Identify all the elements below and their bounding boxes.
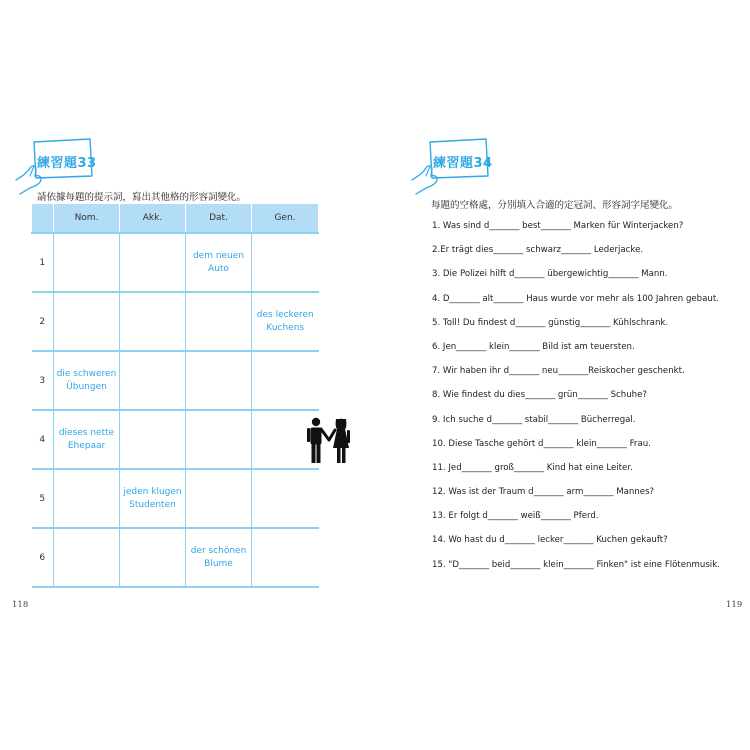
table-cell [186,292,252,351]
cell-text: der schönen Blume [190,545,247,569]
table-cell [54,292,120,351]
list-item: 9. Ich suche d_______ stabil_______ Bücherregal. [432,414,636,425]
list-item: 13. Er folgt d_______ weiß_______ Pferd. [432,511,599,522]
table-cell [252,292,319,351]
table-cell [120,528,186,587]
table-cell [186,469,252,528]
instruction-text: 請依據每題的提示詞，寫出其他格的形容詞變化。 [37,192,247,203]
table-cell [120,469,186,528]
table-cell [186,233,252,292]
table-cell [186,528,252,587]
table-header-row [32,204,319,233]
instruction-text: 每題的空格處，分別填入合適的定冠詞、形容詞字尾變化。 [431,200,679,211]
list-item: 12. Was ist der Traum d_______ arm_______ Mannes? [432,487,655,498]
header-gen: Gen. [252,204,319,233]
table-cell [120,351,186,410]
list-item: 2.Er trägt dies_______ schwarz_______ Lederjacke. [432,245,644,256]
list-item: 4. D_______ alt_______ Haus wurde vor mehr als 100 Jahren gebaut. [432,293,719,304]
list-item: 10. Diese Tasche gehört d_______ klein_______ Frau. [432,438,651,449]
table-cell [54,469,120,528]
adjective-table [31,204,319,588]
row-number: 3 [32,351,54,410]
cell-text: jeden klugen Studenten [123,486,182,510]
table-row [32,233,319,292]
header-dat: Dat. [186,204,252,233]
table-cell [252,351,319,410]
header-akk: Akk. [120,204,186,233]
list-item: 7. Wir haben ihr d_______ neu_______Reiskocher geschenkt. [432,366,685,377]
table-cell [120,233,186,292]
table-row [32,351,319,410]
list-item: 3. Die Polizei hilft d_______ übergewichtig_______ Mann. [432,269,668,280]
exercise-badge-34 [410,136,493,198]
table-cell [252,528,319,587]
table-cell [252,233,319,292]
exercise-list [432,218,720,581]
table-cell [54,351,120,410]
cell-text: des leckeren Kuchens [256,309,314,333]
table-cell [120,410,186,469]
table-row [32,292,319,351]
row-number: 6 [32,528,54,587]
table-cell [252,469,319,528]
header-nom: Nom. [54,204,120,233]
cell-text: dieses nette Ehepaar [58,427,115,451]
list-item: 8. Wie findest du dies_______ grün_______ Schuhe? [432,390,647,401]
list-item: 1. Was sind d_______ best_______ Marken für Winterjacken? [432,221,684,231]
row-number: 5 [32,469,54,528]
badge-title: 練習題33 [37,156,97,171]
list-item: 5. Toll! Du findest d_______ günstig_______ Kühlschrank. [432,317,669,328]
table-cell [54,528,120,587]
header-blank [32,204,54,233]
table-row [32,528,319,587]
badge-title: 練習題34 [433,156,493,171]
table-cell [120,292,186,351]
cell-text: die schweren Übungen [56,368,117,392]
table-cell [54,410,120,469]
page-number: 119 [726,600,743,610]
row-number: 4 [32,410,54,469]
row-number: 1 [32,233,54,292]
table-row [32,469,319,528]
list-item: 14. Wo hast du d_______ lecker_______ Kuchen gekauft? [432,535,668,546]
page-number: 118 [12,600,29,610]
list-item: 15. "D_______ beid_______ klein_______ Finken" ist eine Flötenmusik. [432,559,720,570]
cell-text: dem neuen Auto [192,250,245,274]
table-row [32,410,319,469]
list-item: 11. Jed_______ groß_______ Kind hat eine Leiter. [432,462,633,473]
list-item: 6. Jen_______ klein_______ Bild ist am teuersten. [432,341,635,352]
couple-icon [305,416,355,466]
table-cell [54,233,120,292]
table-cell [186,351,252,410]
table-cell [186,410,252,469]
row-number: 2 [32,292,54,351]
